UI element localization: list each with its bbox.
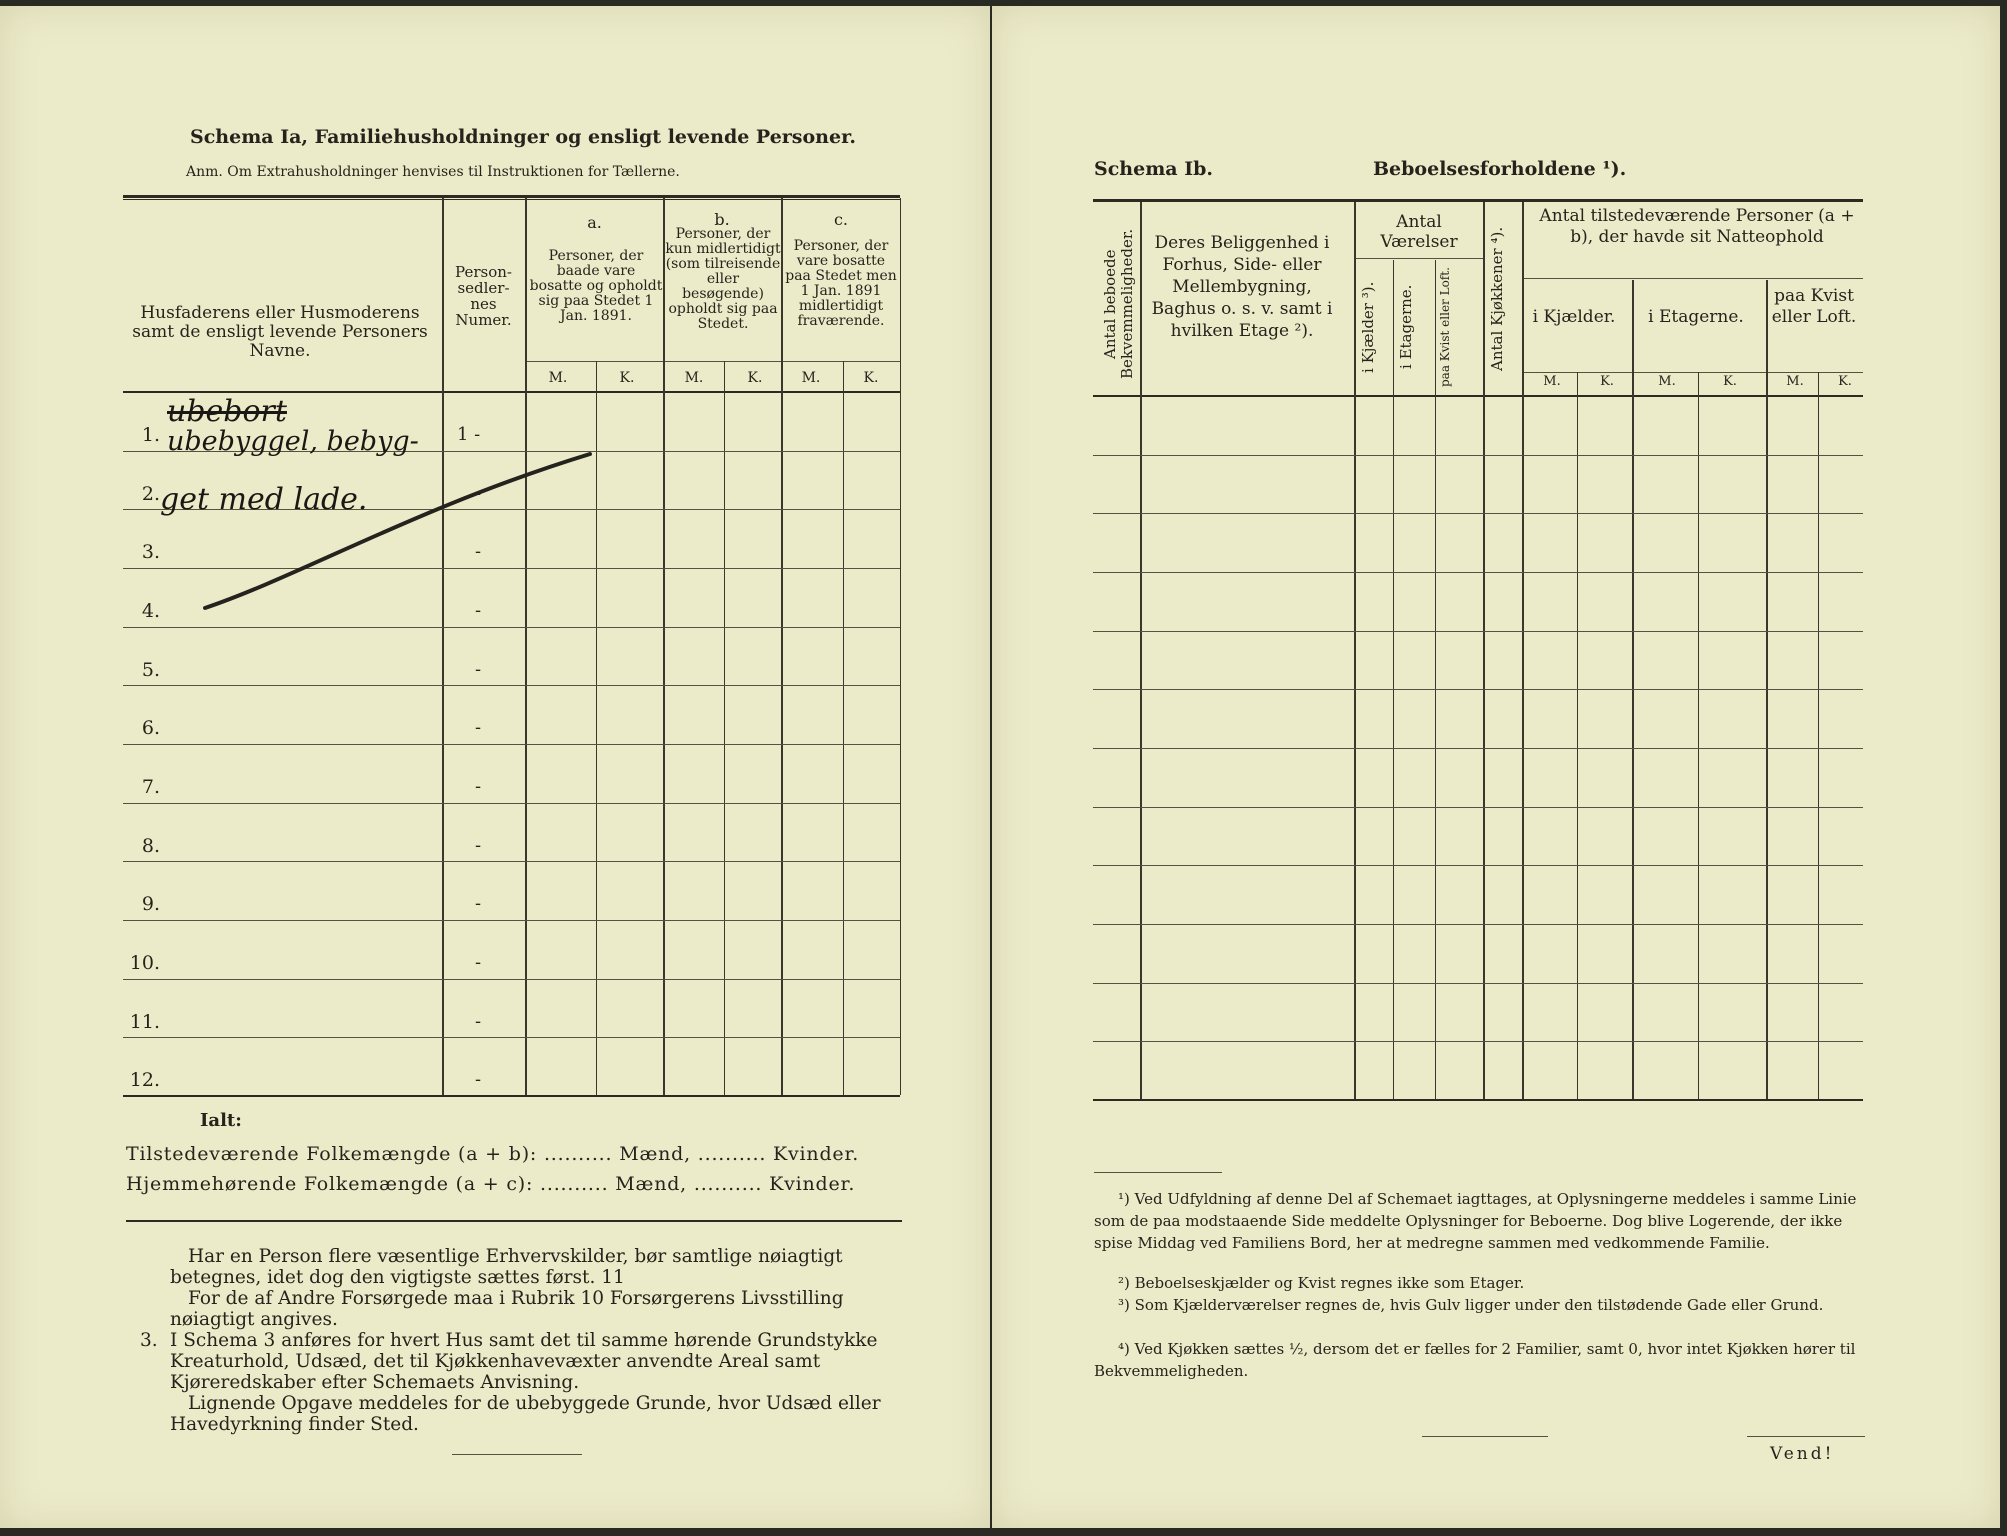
summary-rule [126, 1220, 902, 1222]
person-number: - [475, 483, 482, 504]
etagerne-m-label: M. [1658, 374, 1676, 389]
col-bekvem-header: Antal beboede Bekvemmeligheder. [1101, 228, 1136, 380]
kvist-m-label: M. [1786, 374, 1804, 389]
col-personer-header: Antal tilstedeværende Personer (a + b), der havde sit Natteophold [1539, 206, 1855, 247]
row-rule [1093, 1041, 1863, 1042]
instruction-number-3: 3. [140, 1330, 158, 1351]
row-rule [1093, 865, 1863, 866]
col-b-k-label: K. [747, 370, 763, 386]
col-b-header: Personer, der kun midlertidigt (som tilreisende eller besøgende) opholdt sig paa Stedet. [665, 226, 781, 332]
footnote-1: ¹) Ved Udfyldning af denne Del af Schemaet iagttages, at Oplysningerne meddeles i samme Linie som de paa modstaaende Side meddelte Oplysninger for Beboerne. Dog blive Logerende, der ikke spise Middag ved Familiens Bord, her at medregne sammen med vedkommende Familie. [1094, 1190, 1857, 1252]
instruction-paragraph-3: I Schema 3 anføres for hvert Hus samt det til samme hørende Grundstykke Kreaturhold, Udsæd, det til Kjøkkenhavevæxter anvendte Areal samt Kjøreredskaber efter Schemaets Anvisning. [170, 1330, 878, 1393]
vline-kjokkener [1522, 202, 1524, 1099]
col-c-letter: c. [833, 210, 849, 229]
left-page [0, 6, 990, 1528]
vline-kj-mk [1577, 372, 1578, 1099]
col-a-header: Personer, der baade vare bosatte og opholdt sig paa Stedet 1 Jan. 1891. [529, 248, 663, 324]
handwriting-line2: get med lade. [160, 482, 368, 517]
row-rule [1093, 631, 1863, 632]
row-number: 2. [141, 483, 160, 505]
schema-1b-title: Schema Ib. [1094, 158, 1214, 180]
vend-label: Vend! [1770, 1444, 1835, 1464]
col-kjaelder-header: i Kjælder ³). [1359, 281, 1377, 373]
personer-rule [1523, 278, 1863, 279]
kjaelder-k-label: K. [1600, 374, 1614, 389]
col-beligg-header: Deres Beliggenhed i Forhus, Side- eller Mellembygning, Baghus o. s. v. samt i hvilken Etage ²). [1151, 233, 1333, 341]
table-bottom-rule [1093, 1099, 1863, 1101]
person-number: - [475, 717, 482, 738]
schema-1a-title: Schema Ia, Familiehusholdninger og ensligt levende Personer. [190, 126, 856, 148]
row-rule [1093, 689, 1863, 690]
footnote-2: ²) Beboelseskjælder og Kvist regnes ikke som Etager. [1118, 1274, 1525, 1292]
sum-present-population: Tilstedeværende Folkemængde (a + b): .......... Mænd, .......... Kvinder. [126, 1143, 860, 1165]
row-number: 8. [141, 835, 160, 857]
mk-header-rule [1523, 372, 1863, 373]
instruction-paragraph-1: Har en Person flere væsentlige Erhvervskilder, bør samtlige nøiagtigt betegnes, idet dog den vigtigste sættes først. 11 [170, 1246, 843, 1288]
vline-kvist [1483, 202, 1485, 1099]
instruction-paragraph-2: For de af Andre Forsørgede maa i Rubrik 10 Forsørgerens Livsstilling nøiagtigt angives. [170, 1288, 844, 1330]
person-number: - [475, 1069, 482, 1090]
col-etagerne-header: i Etagerne. [1397, 284, 1415, 370]
person-number: - [475, 600, 482, 621]
person-number: - [475, 952, 482, 973]
row-number: 10. [129, 952, 160, 974]
vline-kv-mk [1818, 372, 1819, 1099]
end-rule-right [1747, 1436, 1865, 1437]
person-number: - [475, 893, 482, 914]
vline-etagerne [1435, 260, 1436, 1099]
etagerne-k-label: K. [1723, 374, 1737, 389]
col-kjokkener-header: Antal Kjøkkener ⁴). [1488, 226, 1506, 372]
ialt-label: Ialt: [200, 1110, 242, 1131]
table-top-rule [1093, 199, 1863, 202]
col-c-header: Personer, der vare bosatte paa Stedet men 1 Jan. 1891 midlertidigt fraværende. [785, 238, 897, 329]
row-rule [1093, 572, 1863, 573]
footnote-3: ³) Som Kjælderværelser regnes de, hvis Gulv ligger under den tilstødende Gade eller Grund. [1118, 1296, 1824, 1314]
row-rule [1093, 983, 1863, 984]
col-a-k-label: K. [619, 370, 635, 386]
end-rule [452, 1454, 582, 1455]
col-a-letter: a. [587, 213, 602, 232]
sub-kvist-header: paa Kvist eller Loft. [1771, 286, 1857, 327]
row-number: 9. [141, 893, 160, 915]
row-rule [1093, 455, 1863, 456]
instruction-paragraph-4: Lignende Opgave meddeles for de ubebyggede Grunde, hvor Udsæd eller Havedyrkning finder Sted. [170, 1393, 881, 1435]
vline-et-mk [1698, 372, 1699, 1099]
vline-kjaelder [1393, 260, 1394, 1099]
kjaelder-m-label: M. [1543, 374, 1561, 389]
row-number: 4. [141, 600, 160, 622]
kvist-k-label: K. [1838, 374, 1852, 389]
row-number: 11. [129, 1011, 160, 1033]
person-number: 1 - [457, 424, 481, 445]
col-num-header: Person-sedler-nes Numer. [455, 263, 512, 329]
col-vaerelser-header: Antal Værelser [1380, 212, 1458, 252]
row-number: 5. [141, 659, 160, 681]
col-b-m-label: M. [684, 370, 704, 386]
row-rule [1093, 924, 1863, 925]
row-number: 1. [141, 424, 160, 446]
row-number: 6. [141, 717, 160, 739]
col-c-k-label: K. [863, 370, 879, 386]
header-bottom-rule [1093, 395, 1863, 397]
schema-1b-subtitle: Beboelsesforholdene ¹). [1373, 158, 1627, 180]
person-number: - [475, 541, 482, 562]
col-b-letter: b. [714, 210, 730, 229]
col-name-header: Husfaderens eller Husmoderens samt de ensligt levende Personers Navne. [132, 303, 428, 361]
row-number: 3. [141, 541, 160, 563]
row-rule [1093, 807, 1863, 808]
vline-bekvem [1140, 202, 1142, 1099]
person-number: - [475, 1011, 482, 1032]
person-number: - [475, 835, 482, 856]
col-a-m-label: M. [548, 370, 568, 386]
vline-beligg [1354, 202, 1356, 1099]
person-number: - [475, 776, 482, 797]
row-number: 7. [141, 776, 160, 798]
col-c-m-label: M. [801, 370, 821, 386]
handwriting-line1a: ubebort [167, 394, 287, 429]
end-rule-left [1422, 1436, 1548, 1437]
footnote-separator [1094, 1172, 1222, 1173]
row-number: 12. [129, 1069, 160, 1091]
right-page [992, 6, 2000, 1528]
handwriting-line1b: ubebyggel, bebyg- [167, 426, 419, 457]
vaerelser-rule [1356, 258, 1484, 259]
row-rule [1093, 748, 1863, 749]
schema-1a-note: Anm. Om Extrahusholdninger henvises til Instruktionen for Tællerne. [186, 164, 680, 180]
person-number: - [475, 659, 482, 680]
footnote-4: ⁴) Ved Kjøkken sættes ½, dersom det er fælles for 2 Familier, samt 0, hvor intet Kjøkken hører til Bekvemmeligheden. [1094, 1340, 1856, 1380]
sub-etagerne-header: i Etagerne. [1648, 307, 1744, 327]
sub-kjaelder-header: i Kjælder. [1532, 307, 1616, 327]
sum-resident-population: Hjemmehørende Folkemængde (a + c): .......... Mænd, .......... Kvinder. [126, 1173, 856, 1195]
row-rule [1093, 513, 1863, 514]
col-kvist-header: paa Kvist eller Loft. [1438, 267, 1452, 387]
